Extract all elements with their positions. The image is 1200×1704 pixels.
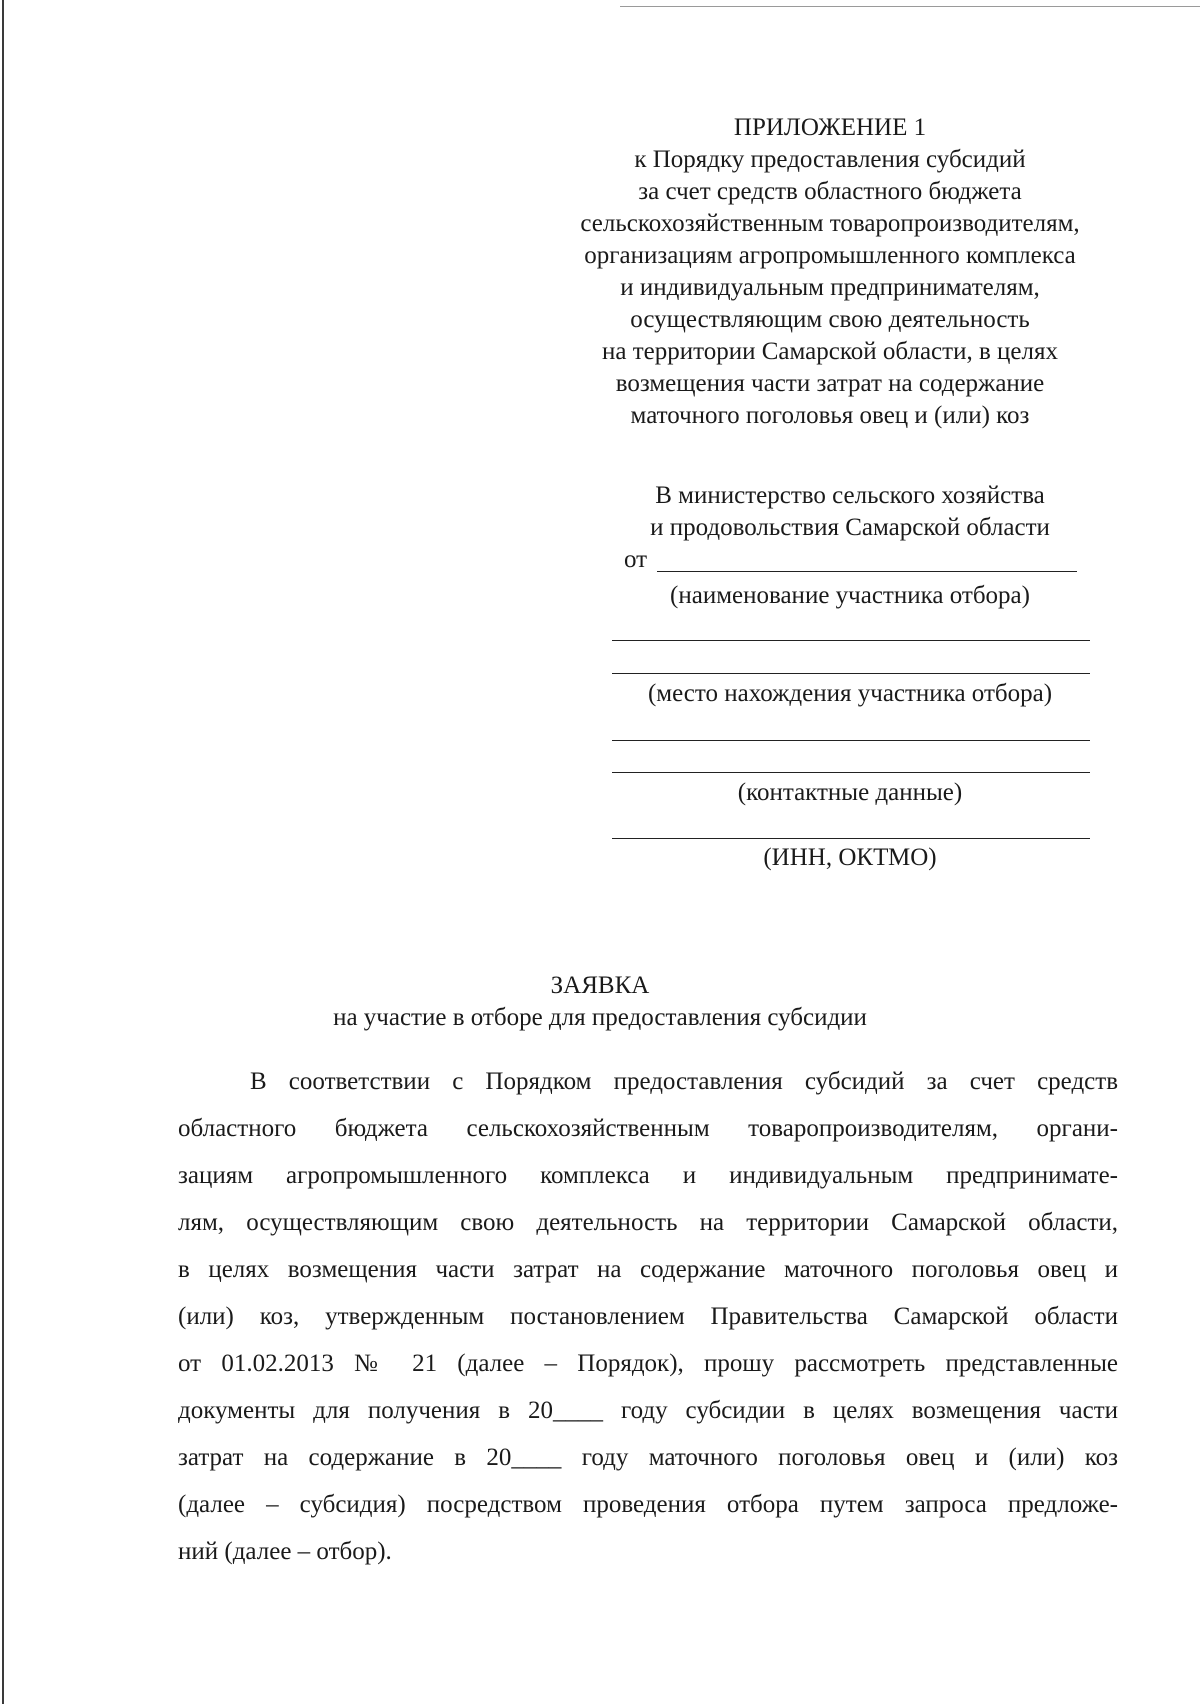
appendix-line: осуществляющим свою деятельность — [630, 306, 1030, 333]
caption-participant-name: (наименование участника отбора) — [670, 582, 1030, 609]
paragraph-line: от 01.02.2013 № 21 (далее – Порядок), прошу рассмотреть представленные — [178, 1350, 1118, 1377]
paragraph-line: ний (далее – отбор). — [178, 1538, 392, 1565]
paragraph-line: документы для получения в 20____ году субсидии в целях возмещения части — [178, 1397, 1118, 1424]
caption-inn-oktmo: (ИНН, ОКТМО) — [763, 844, 937, 871]
appendix-line: организациям агропромышленного комплекса — [584, 242, 1076, 269]
contacts-field-2[interactable] — [612, 772, 1090, 773]
appendix-line: сельскохозяйственным товаропроизводителям, — [580, 210, 1080, 237]
application-title: ЗАЯВКА — [550, 972, 650, 999]
scan-top-edge — [620, 6, 1200, 7]
appendix-line: возмещения части затрат на содержание — [615, 370, 1045, 397]
application-subtitle: на участие в отборе для предоставления субсидии — [333, 1004, 867, 1031]
appendix-line: на территории Самарской области, в целях — [602, 338, 1058, 365]
from-label: от — [624, 546, 648, 573]
scan-left-edge — [2, 0, 4, 1704]
from-row — [624, 544, 1100, 576]
contacts-field-1[interactable] — [612, 740, 1090, 741]
paragraph-line: областного бюджета сельскохозяйственным товаропроизводителям, органи- — [178, 1115, 1118, 1142]
paragraph-line: зациям агропромышленного комплекса и индивидуальным предпринимате- — [178, 1162, 1118, 1189]
appendix-header — [540, 112, 1120, 432]
appendix-line: за счет средств областного бюджета — [638, 178, 1022, 205]
addressee-line-1: В министерство сельского хозяйства — [655, 482, 1045, 509]
appendix-line: маточного поголовья овец и (или) коз — [630, 402, 1030, 429]
addressee-block — [600, 480, 1100, 576]
addressee-line-2: и продовольствия Самарской области — [650, 514, 1050, 541]
location-field-1[interactable] — [612, 640, 1090, 641]
location-field-2[interactable] — [612, 673, 1090, 674]
paragraph-line: В соответствии с Порядком предоставления субсидий за счет средств — [250, 1068, 1118, 1095]
caption-participant-location: (место нахождения участника отбора) — [647, 680, 1053, 707]
paragraph-line: (или) коз, утвержденным постановлением Правительства Самарской области — [178, 1303, 1118, 1330]
appendix-heading: ПРИЛОЖЕНИЕ 1 — [733, 114, 927, 141]
application-paragraph — [178, 1058, 1118, 1575]
application-title-block — [0, 970, 1200, 1034]
paragraph-line: лям, осуществляющим свою деятельность на территории Самарской области, — [178, 1209, 1118, 1236]
paragraph-line: (далее – субсидия) посредством проведения отбора путем запроса предложе- — [178, 1491, 1118, 1518]
appendix-line: и индивидуальным предпринимателям, — [620, 274, 1040, 301]
paragraph-line: затрат на содержание в 20____ году маточного поголовья овец и (или) коз — [178, 1444, 1118, 1471]
appendix-line: к Порядку предоставления субсидий — [634, 146, 1026, 173]
paragraph-line: в целях возмещения части затрат на содержание маточного поголовья овец и — [178, 1256, 1118, 1283]
caption-contacts: (контактные данные) — [737, 779, 963, 806]
participant-name-field[interactable] — [657, 547, 1077, 572]
inn-oktmo-field[interactable] — [612, 838, 1090, 839]
